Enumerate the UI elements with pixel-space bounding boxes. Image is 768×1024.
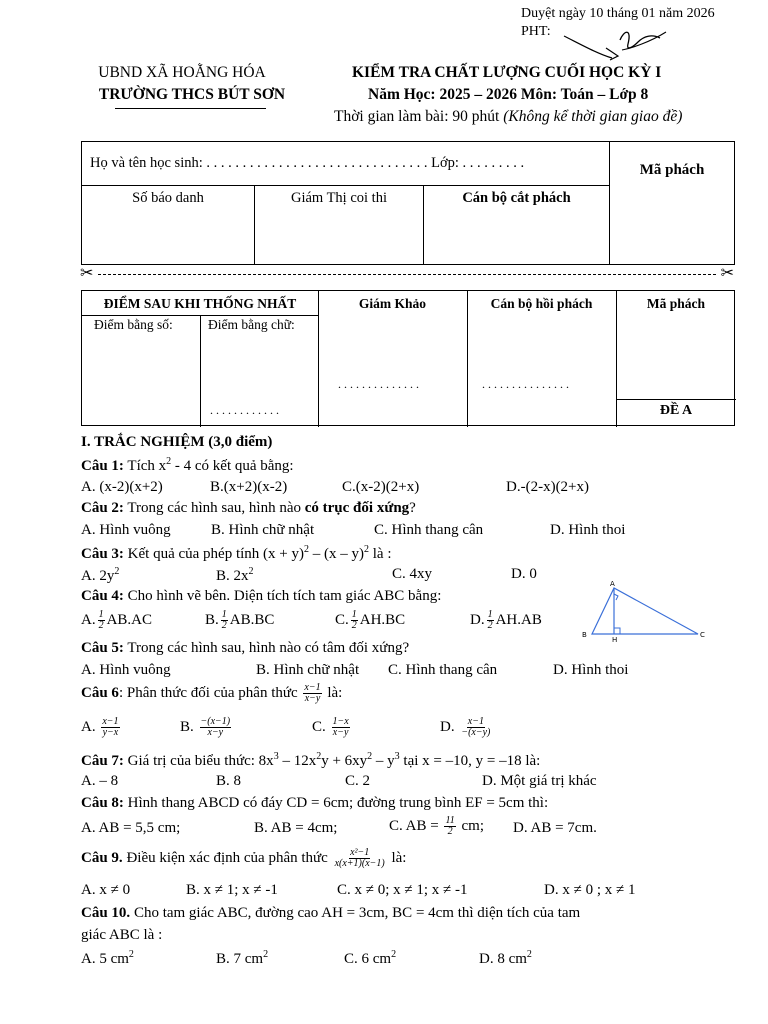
q2-option-b: B. Hình chữ nhật: [211, 522, 315, 538]
q6-option-c: C. $\frac{1-x}{x-y}$: [312, 716, 349, 738]
scissors-icon: ✂: [80, 265, 94, 282]
can-bo-hoi-dots: . . . . . . . . . . . . . . .: [482, 377, 569, 391]
cut-line: [80, 265, 734, 282]
exam-time: [334, 108, 682, 126]
q9-option-a: A. x ≠ 0: [81, 882, 131, 898]
q10-option-c: C. 6 $cm^2$: [344, 949, 397, 967]
diem-chu-label: Điểm bằng chữ:: [208, 317, 295, 332]
q3-option-a: A. $2y^2$: [81, 566, 120, 584]
q1-option-c: C.(x-2)(2+x): [342, 479, 420, 495]
pht-label: PHT:: [521, 24, 551, 39]
giam-thi-label: Giám Thị coi thi: [255, 186, 424, 265]
q10-option-a: A. 5 $cm^2$: [81, 949, 134, 967]
q6-option-a: A. $\frac{x-1}{y-x}$: [81, 716, 119, 738]
q9-option-c: C. x ≠ 0; x ≠ 1; x ≠ -1: [337, 882, 468, 898]
grading-box: [81, 290, 735, 426]
q9-option-d: D. x ≠ 0 ; x ≠ 1: [544, 882, 636, 898]
exam-title: KIỂM TRA CHẤT LƯỢNG CUỐI HỌC KỲ I: [352, 64, 662, 81]
q2-option-c: C. Hình thang cân: [374, 522, 484, 538]
student-name-line: Họ và tên học sinh: . . . . . . . . . . . . . . . . . . . . . . . . . . . . . . . Lớp: . . . . . . . . .: [82, 142, 610, 186]
q8-option-c: C. AB = $\frac{11}{2}$ cm;: [389, 815, 484, 837]
scissors-icon: ✂: [720, 265, 734, 282]
q7-option-b: B. 8: [216, 773, 242, 789]
q3-option-b: B. $2x^2$: [216, 566, 254, 584]
school-name: TRƯỜNG THCS BÚT SƠN: [98, 86, 286, 103]
q8-option-a: A. AB = 5,5 cm;: [81, 820, 181, 836]
school-underline: [115, 108, 266, 109]
authority-name: UBND XÃ HOẰNG HÓA: [98, 64, 266, 81]
q5-option-c: C. Hình thang cân: [388, 662, 498, 678]
figure-label-b: B: [582, 631, 587, 639]
triangle-figure: [580, 578, 710, 644]
question-2: Câu 2: Trong các hình sau, hình nào có trục đối xứng?: [81, 500, 416, 516]
can-bo-cat-label: Cán bộ cắt phách: [424, 186, 610, 265]
diem-title: ĐIỂM SAU KHI THỐNG NHẤT: [103, 296, 297, 311]
q2-option-a: A. Hình vuông: [81, 522, 171, 538]
q6-option-b: B. $\frac{-(x-1)}{x-y}$: [180, 716, 231, 738]
q1-option-d: D.-(2-x)(2+x): [506, 479, 590, 495]
q9-option-b: B. x ≠ 1; x ≠ -1: [186, 882, 278, 898]
q7-option-d: D. Một giá trị khác: [482, 773, 597, 789]
q7-option-c: C. 2: [345, 773, 371, 789]
figure-label-h: H: [612, 636, 618, 644]
q10-option-d: D. 8 $cm^2$: [479, 949, 532, 967]
question-4: Câu 4: Cho hình vẽ bên. Diện tích tích tam giác ABC bằng:: [81, 588, 442, 604]
giam-khao-dots: . . . . . . . . . . . . . .: [338, 377, 419, 391]
signature-image: [560, 20, 670, 62]
q4-option-c: C. $\frac{1}{2}$ AH.BC: [335, 609, 406, 631]
de-code: ĐỀ A: [659, 403, 693, 418]
question-10: Câu 10. Cho tam giác ABC, đường cao AH = 3cm, BC = 4cm thì diện tích của tam: [81, 905, 581, 921]
question-5: Câu 5: Trong các hình sau, hình nào có tâm đối xứng?: [81, 640, 410, 656]
q1-option-a: A. (x-2)(x+2): [81, 479, 163, 495]
question-1: Câu 1: Tích $x^2 - 4$ có kết quả bằng:: [81, 456, 294, 474]
figure-label-a: A: [610, 580, 615, 588]
so-bao-danh-label: Số báo danh: [82, 186, 255, 265]
q4-option-b: B. $\frac{1}{2}$ AB.BC: [205, 609, 275, 631]
ma-phach-bottom: Mã phách: [646, 296, 706, 311]
q4-option-a: A. $\frac{1}{2}$ AB.AC: [81, 609, 153, 631]
q5-option-d: D. Hình thoi: [553, 662, 629, 678]
q2-option-d: D. Hình thoi: [550, 522, 626, 538]
q8-option-d: D. AB = 7cm.: [513, 820, 597, 836]
question-6: Câu 6: Phân thức đối của phân thức $\frac{x-1}{x-y}$ là:: [81, 682, 343, 704]
q4-option-d: D. $\frac{1}{2}$ AH.AB: [470, 609, 542, 631]
student-info-box: [81, 141, 735, 265]
giam-khao-label: Giám Khảo: [358, 296, 427, 311]
time-note: (Không kể thời gian giao đề): [503, 108, 683, 125]
diem-so-label: Điểm bằng số:: [94, 317, 173, 332]
can-bo-hoi-label: Cán bộ hồi phách: [490, 296, 593, 311]
q6-option-d: D. $\frac{x-1}{-(x-y)}$: [440, 716, 491, 738]
q8-option-b: B. AB = 4cm;: [254, 820, 338, 836]
time-label: Thời gian làm bài: 90 phút: [334, 108, 500, 125]
figure-label-c: C: [700, 631, 705, 639]
exam-subtitle: Năm Học: 2025 – 2026 Môn: Toán – Lớp 8: [368, 86, 649, 103]
question-7: Câu 7: Giá trị của biểu thức: $8x^3 - 12x^2y + 6xy^2 - y^3$ tại x = –10, y = –18 là:: [81, 751, 541, 769]
question-10-line2: giác ABC là :: [81, 927, 163, 943]
q5-option-a: A. Hình vuông: [81, 662, 171, 678]
q3-option-c: C. 4xy: [392, 566, 433, 582]
section-title: I. TRẮC NGHIỆM (3,0 điểm): [81, 434, 273, 450]
diem-chu-dots: . . . . . . . . . . . .: [210, 403, 279, 417]
question-8: Câu 8: Hình thang ABCD có đáy CD = 6cm; đường trung bình EF = 5cm thì:: [81, 795, 549, 811]
approval-date: Duyệt ngày 10 tháng 01 năm 2026: [521, 6, 715, 21]
ma-phach-top: Mã phách: [610, 142, 735, 265]
question-9: Câu 9. Điều kiện xác định của phân thức $\frac{\text{x²−1}}{x(x+1)(x-1)}$ là:: [81, 847, 407, 869]
q1-option-b: B.(x+2)(x-2): [210, 479, 288, 495]
q7-option-a: A. – 8: [81, 773, 119, 789]
q3-option-d: D. 0: [511, 566, 537, 582]
question-3: Câu 3: Kết quả của phép tính $(x + y)^2 - (x - y)^2$ là :: [81, 544, 392, 562]
q10-option-b: B. 7 $cm^2$: [216, 949, 269, 967]
q5-option-b: B. Hình chữ nhật: [256, 662, 360, 678]
